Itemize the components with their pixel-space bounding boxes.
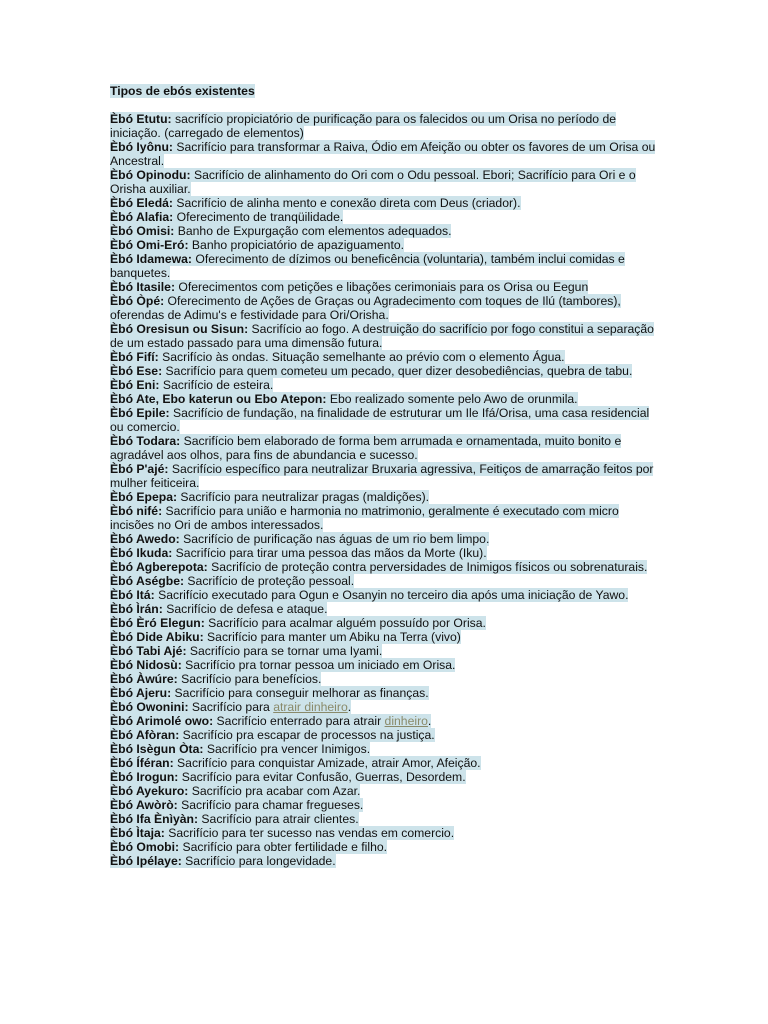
- ebo-entry: [110, 728, 658, 742]
- ebo-entry: [110, 672, 658, 686]
- entry-text: Sacrifício para se tornar uma Iyami.: [186, 644, 383, 658]
- entry-label: Èbó Tabi Ajé:: [110, 644, 187, 658]
- entry-highlight: [110, 784, 360, 798]
- entry-highlight: [110, 616, 486, 630]
- entry-text-end: .: [427, 714, 432, 728]
- ebo-entry: [110, 210, 658, 224]
- entry-highlight: [110, 574, 354, 588]
- entry-highlight: [110, 756, 481, 770]
- entry-label: Èbó Idamewa:: [110, 252, 192, 266]
- entry-text: Sacrifício de alinha mento e conexão direta com Deus (criador).: [172, 196, 521, 210]
- ebo-entry: [110, 546, 658, 560]
- entry-label: Èbó Ìrán:: [110, 602, 163, 616]
- entry-link[interactable]: dinheiro: [384, 714, 428, 728]
- ebo-entry: [110, 490, 658, 504]
- entry-text: sacrifício propiciatório de purificação para os falecidos ou um Orisa no período de iniciação. (carregado de elementos): [110, 112, 617, 140]
- entry-label: Èbó Isègun Òta:: [110, 742, 204, 756]
- entry-highlight: [110, 770, 466, 784]
- entry-text: Sacrifício para neutralizar pragas (maldições).: [177, 490, 430, 504]
- ebo-entry: [110, 252, 658, 280]
- entry-highlight: [110, 490, 429, 504]
- ebo-entry: [110, 714, 658, 728]
- entry-label: Èbó Ese:: [110, 364, 163, 378]
- entry-highlight: [110, 854, 336, 868]
- ebo-entry: [110, 532, 658, 546]
- entry-highlight: [110, 658, 455, 672]
- entry-text: Sacrifício para: [188, 700, 274, 714]
- entry-label: Èbó Agberepota:: [110, 560, 208, 574]
- entry-text: Sacrifício para união e harmonia no matrimonio, geralmente é executado com micro incisões no Ori de ambos interessados.: [110, 504, 619, 532]
- ebo-entry: [110, 588, 658, 602]
- ebo-entry: [110, 854, 658, 868]
- entry-text: Sacrifício para tirar uma pessoa das mãos da Morte (Iku).: [172, 546, 487, 560]
- ebo-entry: [110, 700, 658, 714]
- entry-highlight: [110, 112, 616, 140]
- entry-highlight: [110, 686, 429, 700]
- entry-text: Sacrifício enterrado para atrair: [213, 714, 385, 728]
- entry-text: Oferecimentos com petições e libações cerimoniais para os Orisa ou Eegun: [175, 280, 589, 294]
- entry-highlight: [110, 812, 359, 826]
- entry-text: Sacrifício para ter sucesso nas vendas em comercio.: [164, 826, 455, 840]
- entry-highlight: [110, 294, 621, 322]
- entry-text: Sacrifício específico para neutralizar Bruxaria agressiva, Feitiços de amarração feitos por mulher feiticeira.: [110, 462, 654, 490]
- entry-text: Sacrifício para acalmar alguém possuído por Orisa.: [204, 616, 486, 630]
- entry-label: Èbó Dide Abiku:: [110, 630, 204, 644]
- entry-label: Èbó Owonini:: [110, 700, 189, 714]
- entry-label: Èbó Omobi:: [110, 840, 180, 854]
- ebo-entry: [110, 560, 658, 574]
- entry-label: Èbó Íféran:: [110, 756, 174, 770]
- entry-label: Èbó Omisi:: [110, 224, 175, 238]
- entry-label: Èbó Ipélaye:: [110, 854, 182, 868]
- entry-text: Sacrifício de defesa e ataque.: [162, 602, 328, 616]
- ebo-entry: [110, 196, 658, 210]
- ebo-entry: [110, 462, 658, 490]
- entry-highlight: [110, 210, 343, 224]
- entry-text: Sacrifício de purificação nas águas de um rio bem limpo.: [179, 532, 490, 546]
- entry-text: Sacrifício para atrair clientes.: [198, 812, 359, 826]
- entry-label: Èbó Awòrò:: [110, 798, 178, 812]
- entry-label: Èbó Arimolé owo:: [110, 714, 214, 728]
- entry-highlight: [110, 728, 435, 742]
- ebo-entry: [110, 112, 658, 140]
- entry-text: Sacrifício para benefícios.: [177, 672, 322, 686]
- entry-text: Sacrifício para longevidade.: [181, 854, 336, 868]
- ebo-entry: [110, 812, 658, 826]
- ebo-entry: [110, 616, 658, 630]
- entry-label: Èbó Opinodu:: [110, 168, 191, 182]
- entry-label: Èbó nifé:: [110, 504, 163, 518]
- entry-label: Èbó Omi-Eró:: [110, 238, 189, 252]
- ebo-entry: [110, 238, 658, 252]
- ebo-entry: [110, 756, 658, 770]
- entry-text: Sacrifício para chamar fregueses.: [177, 798, 364, 812]
- ebo-entry: [110, 630, 658, 644]
- ebo-entry: [110, 602, 658, 616]
- entry-highlight: [110, 140, 655, 168]
- entry-label: Èbó Èró Elegun:: [110, 616, 205, 630]
- entry-highlight: [110, 252, 625, 280]
- entry-highlight: [110, 588, 628, 602]
- entry-text: Sacrifício às ondas. Situação semelhante ao prévio com o elemento Água.: [158, 350, 565, 364]
- ebo-entry: [110, 224, 658, 238]
- entry-label: Èbó Oresisun ou Sisun:: [110, 322, 249, 336]
- entry-highlight: [110, 168, 636, 196]
- entry-highlight: [110, 224, 451, 238]
- ebo-entry: [110, 742, 658, 756]
- entry-text: Sacrifício pra vencer Inimigos.: [203, 742, 371, 756]
- ebo-entry: [110, 322, 658, 350]
- ebo-entry: [110, 168, 658, 196]
- entry-highlight: [110, 406, 649, 434]
- title-text: Tipos de ebós existentes: [110, 84, 255, 98]
- entry-text: Sacrifício de proteção pessoal.: [184, 574, 355, 588]
- entry-text: Sacrifício ao fogo. A destruição do sacrifício por fogo constitui a separação de um estado passado para uma dimensão futura.: [110, 322, 654, 350]
- entry-label: Èbó Epile:: [110, 406, 170, 420]
- entry-highlight: [110, 196, 521, 210]
- ebo-entry: [110, 644, 658, 658]
- entry-highlight: [110, 280, 588, 294]
- entry-label: Èbó Aségbe:: [110, 574, 185, 588]
- entry-highlight: [110, 644, 382, 658]
- entry-highlight: [110, 826, 454, 840]
- ebo-entry: [110, 504, 658, 532]
- entry-link[interactable]: atrair dinheiro: [273, 700, 348, 714]
- entry-label: Èbó Epepa:: [110, 490, 178, 504]
- entry-label: Èbó Ìtaja:: [110, 826, 165, 840]
- entry-text: Ebo realizado somente pelo Awo de orunmila.: [326, 392, 578, 406]
- ebo-entry: [110, 406, 658, 434]
- entry-label: Èbó Àwúre:: [110, 672, 178, 686]
- entry-label: Èbó Irogun:: [110, 770, 179, 784]
- entry-label: Èbó Itasile:: [110, 280, 176, 294]
- entry-highlight: [110, 798, 363, 812]
- entry-highlight: [110, 462, 653, 490]
- entry-highlight: [110, 560, 647, 574]
- entry-text: Sacrifício para obter fertilidade e filho.: [179, 840, 388, 854]
- entry-text: Oferecimento de dízimos ou beneficência (voluntaria), também inclui comidas e banquetes.: [110, 252, 625, 280]
- entry-text: Banho de Expurgação com elementos adequados.: [174, 224, 452, 238]
- entry-text-end: .: [347, 700, 352, 714]
- ebo-entry: [110, 574, 658, 588]
- entry-highlight: [110, 532, 489, 546]
- entry-label: Èbó Itá:: [110, 588, 155, 602]
- entry-highlight: [110, 700, 351, 714]
- entry-label: Èbó Fifí:: [110, 350, 159, 364]
- entry-label: Èbó Ajeru:: [110, 686, 172, 700]
- entry-highlight: [110, 714, 431, 728]
- entry-label: Èbó Todara:: [110, 434, 181, 448]
- ebo-entry: [110, 378, 658, 392]
- entry-highlight: [110, 434, 621, 462]
- entry-highlight: [110, 238, 404, 252]
- entry-label: Èbó Òpé:: [110, 294, 165, 308]
- entry-label: Èbó Iyônu:: [110, 140, 173, 154]
- ebo-entry: [110, 350, 658, 364]
- ebo-entry: [110, 686, 658, 700]
- entry-text: Oferecimento de tranqüilidade.: [173, 210, 344, 224]
- entry-text: Sacrifício de fundação, na finalidade de estruturar um Ile Ifá/Orisa, uma casa residencial ou comercio.: [110, 406, 650, 434]
- entry-highlight: [110, 364, 632, 378]
- entry-highlight: [110, 504, 619, 532]
- entry-highlight: [110, 392, 578, 406]
- ebo-entry: [110, 784, 658, 798]
- entry-text: Banho propiciatório de apaziguamento.: [188, 238, 405, 252]
- ebo-entry: [110, 294, 658, 322]
- document-body: [110, 84, 658, 868]
- entry-text: Sacrifício para quem cometeu um pecado, quer dizer desobediências, quebra de tabu.: [162, 364, 633, 378]
- entry-label: Èbó Etutu:: [110, 112, 172, 126]
- entry-highlight: [110, 840, 387, 854]
- entry-label: Èbó Alafia:: [110, 210, 174, 224]
- entry-highlight: [110, 350, 565, 364]
- entry-highlight: [110, 378, 273, 392]
- entry-text: Sacrifício pra tornar pessoa um iniciado em Orisa.: [181, 658, 456, 672]
- entry-text: Sacrifício para transformar a Raiva, Ódio em Afeição ou obter os favores de um Orisa ou Ancestral.: [110, 140, 656, 168]
- entry-highlight: [110, 672, 321, 686]
- entry-label: Èbó Eledá:: [110, 196, 173, 210]
- entry-highlight: [110, 546, 487, 560]
- entry-text: Sacrifício pra escapar de processos na justiça.: [179, 728, 435, 742]
- ebo-list: [110, 112, 658, 868]
- entry-label: Èbó Ayekuro:: [110, 784, 189, 798]
- entry-text: Sacrifício de proteção contra perversidades de Inimigos físicos ou sobrenaturais.: [207, 560, 648, 574]
- entry-label: Èbó Awedo:: [110, 532, 180, 546]
- entry-label: Èbó Afòran:: [110, 728, 180, 742]
- ebo-entry: [110, 798, 658, 812]
- ebo-entry: [110, 770, 658, 784]
- entry-label: Èbó P'ajé:: [110, 462, 169, 476]
- entry-text: Sacrifício bem elaborado de forma bem arrumada e ornamentada, muito bonito e agradável aos olhos, para fins de abundancia e sucesso.: [110, 434, 622, 462]
- entry-text: Sacrifício pra acabar com Azar.: [188, 784, 361, 798]
- entry-highlight: [110, 742, 370, 756]
- entry-highlight: [110, 322, 654, 350]
- entry-text: Sacrifício para conseguir melhorar as finanças.: [171, 686, 429, 700]
- entry-label: Èbó Eni:: [110, 378, 160, 392]
- ebo-entry: [110, 280, 658, 294]
- entry-text: Sacrifício executado para Ogun e Osanyin no terceiro dia após uma iniciação de Yawo.: [154, 588, 629, 602]
- entry-text: Sacrifício de esteira.: [159, 378, 274, 392]
- entry-text: Sacrifício para conquistar Amizade, atrair Amor, Afeição.: [173, 756, 481, 770]
- entry-text: Sacrifício para manter um Abiku na Terra (vivo): [203, 630, 461, 644]
- entry-label: Èbó Nidosù:: [110, 658, 182, 672]
- ebo-entry: [110, 840, 658, 854]
- entry-label: Èbó Ikuda:: [110, 546, 173, 560]
- entry-text: Sacrifício de alinhamento do Ori com o Odu pessoal. Ebori; Sacrifício para Ori e o Orisha auxiliar.: [110, 168, 636, 196]
- ebo-entry: [110, 826, 658, 840]
- entry-label: Èbó Ifa Ènìyàn:: [110, 812, 199, 826]
- entry-highlight: [110, 602, 327, 616]
- ebo-entry: [110, 140, 658, 168]
- entry-text: Sacrifício para evitar Confusão, Guerras, Desordem.: [178, 770, 466, 784]
- entry-text: Oferecimento de Ações de Graças ou Agradecimento com toques de Ilú (tambores), oferendas de Adimu's e festividade para Ori/Orisha.: [110, 294, 621, 322]
- entry-highlight: [110, 630, 461, 644]
- ebo-entry: [110, 658, 658, 672]
- ebo-entry: [110, 364, 658, 378]
- ebo-entry: [110, 434, 658, 462]
- ebo-entry: [110, 392, 658, 406]
- entry-label: Èbó Ate, Ebo katerun ou Ebo Atepon:: [110, 392, 327, 406]
- document-title: [110, 84, 658, 98]
